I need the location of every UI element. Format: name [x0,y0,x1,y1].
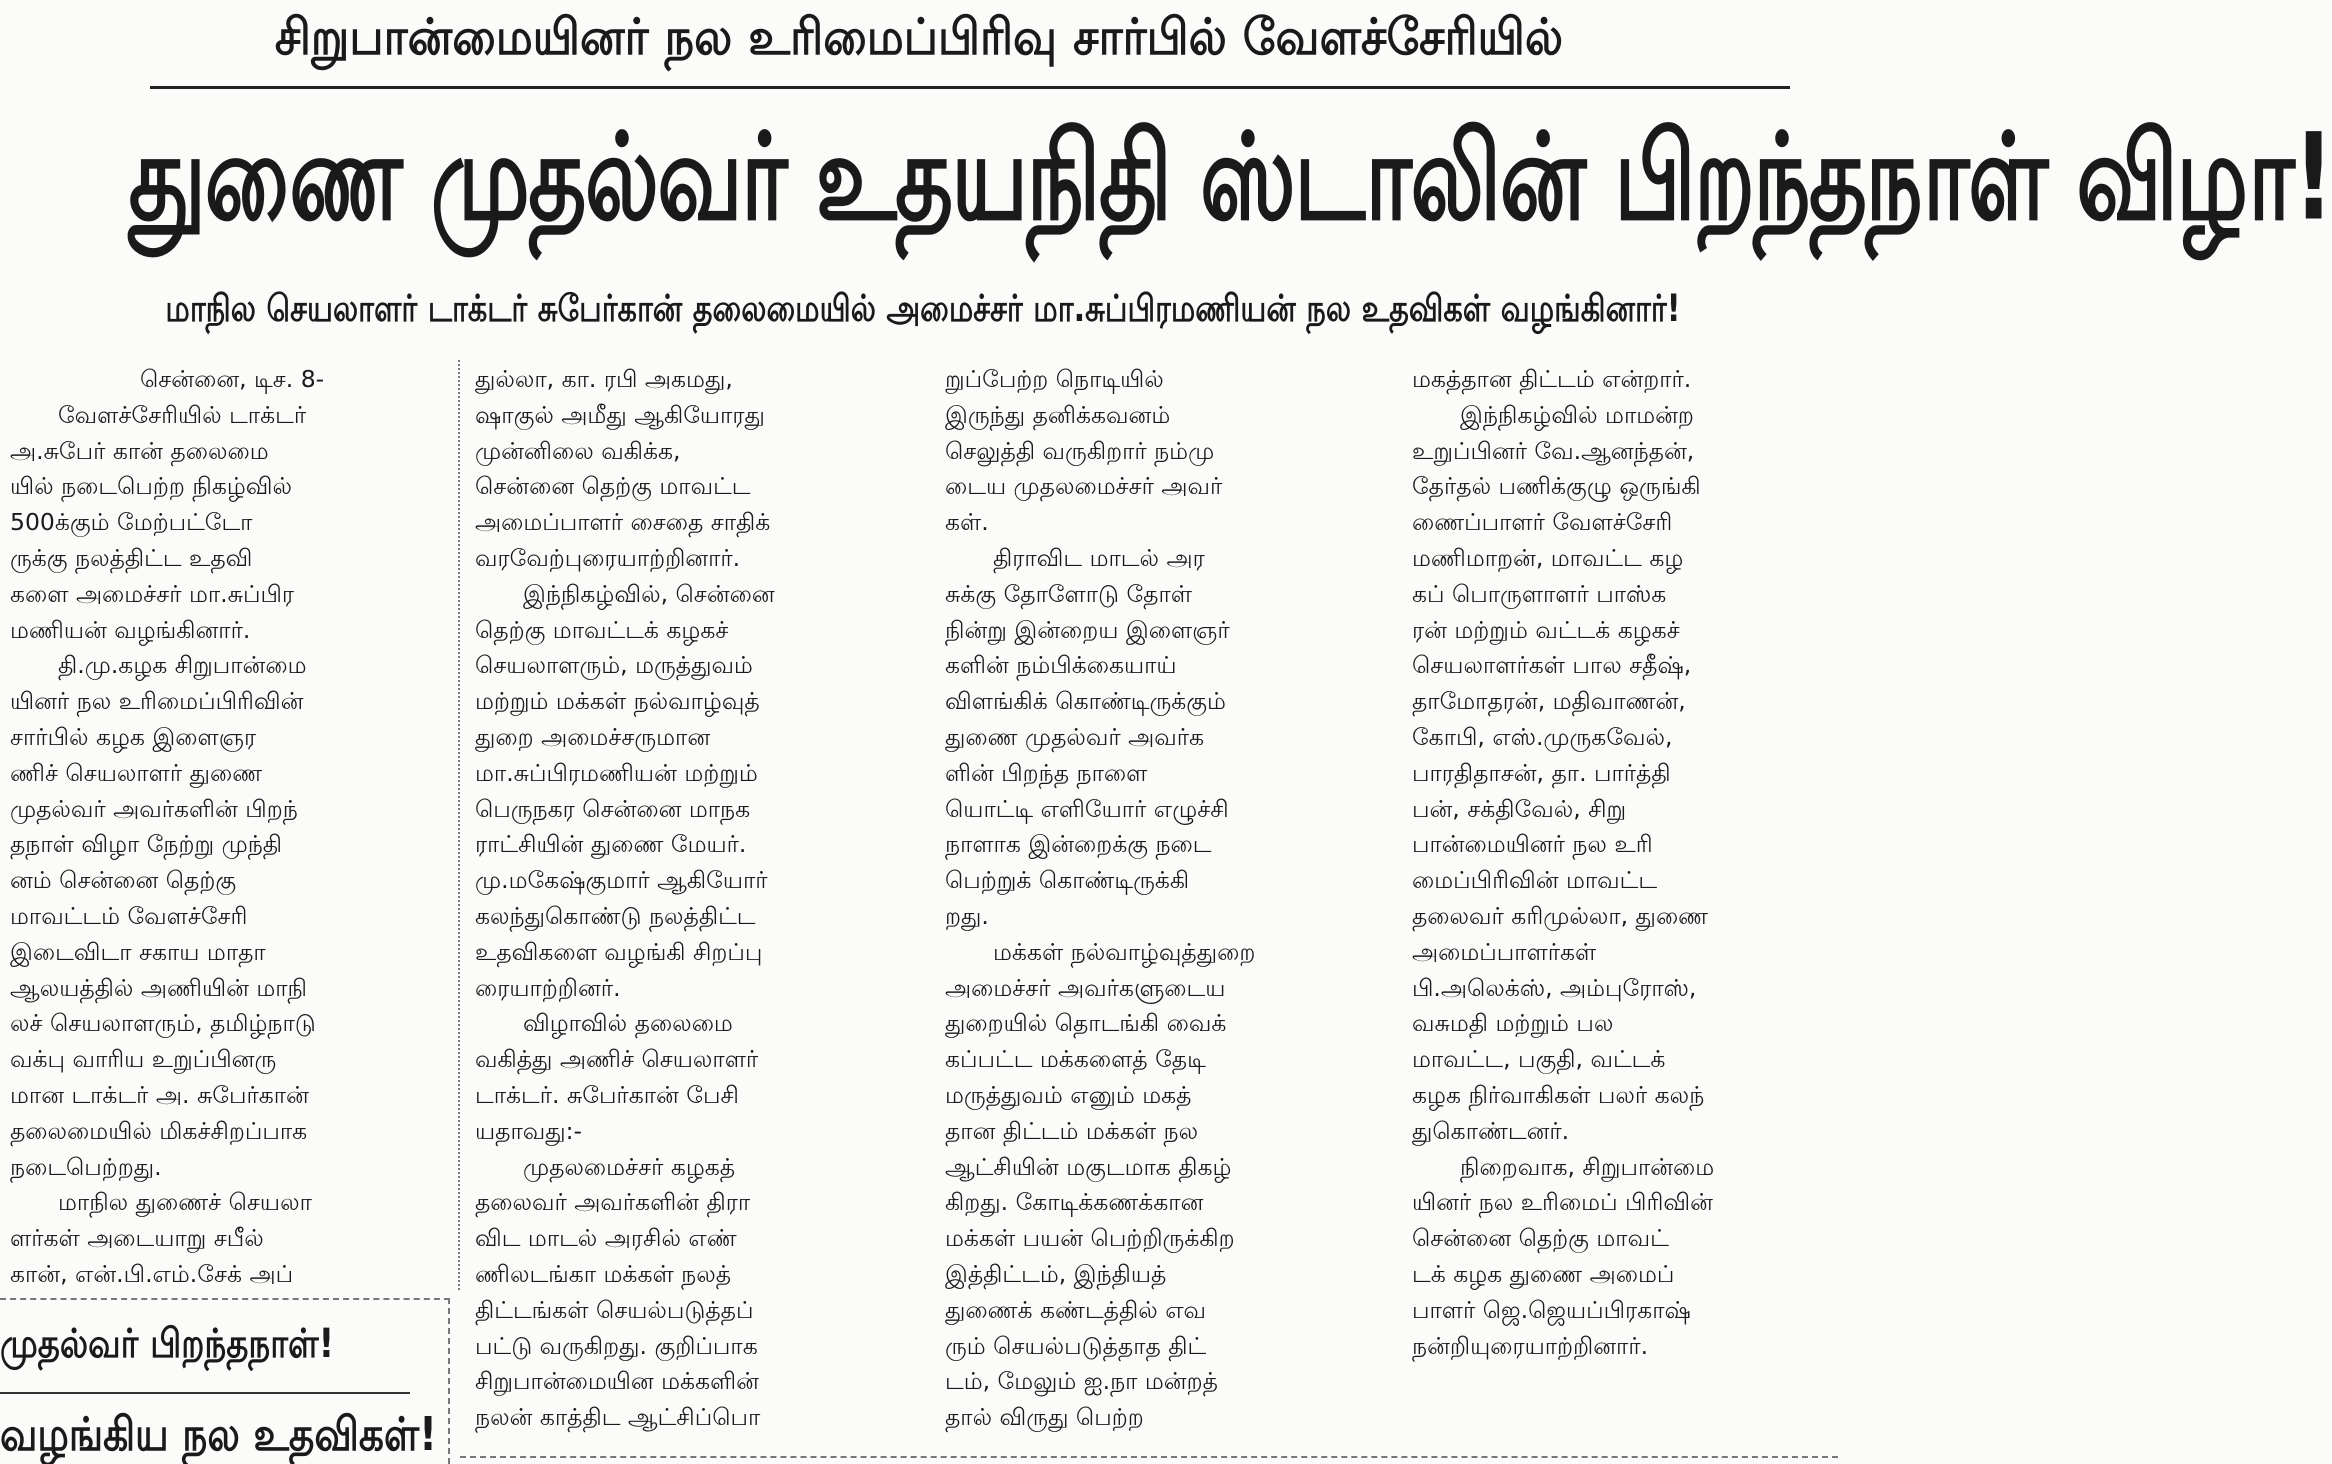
article-line: டாக்டர். சுபேர்கான் பேசி [475,1080,739,1109]
article-line: தநாள் விழா நேற்று முந்தி [10,830,283,859]
article-line: துறை அமைச்சருமான [475,722,711,751]
article-line: கழக நிர்வாகிகள் பலர் கலந் [1412,1080,1705,1109]
article-line: செயலாளர்கள் பால சதீஷ், [1412,651,1692,680]
article-line: பான்மையினர் நல உரி [1412,830,1653,859]
article-line: தலைமையில் மிகச்சிறப்பாக [10,1116,308,1145]
article-line: தலைவர் கரிமுல்லா, துணை [1412,901,1709,930]
article-line: னம் சென்னை தெற்கு [10,866,237,895]
article-line: வகித்து அணிச் செயலாளர் [475,1045,759,1074]
article-line: ணைப்பாளர் வேளச்சேரி [1412,508,1673,537]
article-line: ஷாகுல் அமீது ஆகியோரது [475,400,765,429]
article-line: திட்டங்கள் செயல்படுத்தப் [475,1295,754,1324]
article-line: பாளர் ஜெ.ஜெயப்பிரகாஷ் [1412,1295,1691,1324]
article-line: மணிமாறன், மாவட்ட கழ [1412,543,1684,572]
article-line: வேளச்சேரியில் டாக்டர் [58,400,307,429]
article-line: ரன் மற்றும் வட்டக் கழகச் [1412,615,1680,644]
article-line: ளின் பிறந்த நாளை [945,758,1148,787]
article-line: ஆலயத்தில் அணியின் மாநி [10,973,308,1002]
article-line: கப் பொருளாளர் பாஸ்க [1412,579,1667,608]
article-line: மற்றும் மக்கள் நல்வாழ்வுத் [475,687,760,716]
article-line: ளர்கள் அடையாறு சபீல் [10,1224,264,1253]
article-line: ணிலடங்கா மக்கள் நலத் [475,1259,732,1288]
article-line: இருந்து தனிக்கவனம் [945,400,1171,429]
article-line: சென்னை, டிச. 8- [140,365,325,393]
article-line: துல்லா, கா. ரபி அகமது, [475,365,733,393]
article-line: கான், என்.பி.எம்.சேக் அப் [10,1259,294,1288]
article-column-1 [10,362,442,1293]
article-line: சார்பில் கழக இளைஞர [10,722,257,751]
article-line: விளங்கிக் கொண்டிருக்கும் [945,687,1226,716]
article-line: உதவிகளை வழங்கி சிறப்பு [475,937,763,966]
article-line: கலந்துகொண்டு நலத்திட்ட [475,901,756,930]
article-line: 500க்கும் மேற்பட்டோ [10,508,253,537]
article-line: கிறது. கோடிக்கணக்கான [945,1188,1204,1217]
article-line: இடைவிடா சகாய மாதா [10,937,266,966]
bottom-divider [460,1456,1838,1458]
article-line: மருத்துவம் எனும் மகத் [945,1080,1192,1109]
article-line: சுக்கு தோளோடு தோள் [945,579,1192,608]
article-line: அமைப்பாளர்கள் [1412,937,1597,966]
article-line: மக்கள் பயன் பெற்றிருக்கிற [945,1224,1235,1253]
article-line: விட மாடல் அரசில் எண் [475,1224,737,1253]
article-line: முதல்வர் அவர்களின் பிறந் [10,794,298,823]
article-line: நடைபெற்றது. [10,1152,162,1181]
article-line: டைய முதலமைச்சர் அவர் [945,472,1223,501]
related-story-title: முதல்வர் பிறந்தநாள்! [0,1321,335,1367]
article-line: மாநில துணைச் செயலா [58,1188,312,1217]
article-line: வரவேற்புரையாற்றினார். [475,543,741,572]
article-line: களை அமைச்சர் மா.சுப்பிர [10,579,295,608]
article-line: தி.மு.கழக சிறுபான்மை [58,651,307,680]
article-line: யினர் நல உரிமைப்பிரிவின் [10,687,304,716]
article-line: செயலாளரும், மருத்துவம் [475,651,753,680]
article-line: பன், சக்திவேல், சிறு [1412,794,1627,823]
article-line: ருக்கு நலத்திட்ட உதவி [10,543,253,572]
article-line: மக்கள் நல்வாழ்வுத்துறை [993,937,1256,966]
article-line: நன்றியுரையாற்றினார். [1412,1331,1649,1360]
article-line: றது. [945,901,989,930]
article-line: துணைக் கண்டத்தில் எவ [945,1295,1207,1324]
related-story-subtitle: வழங்கிய நல உதவிகள்! [0,1407,438,1461]
article-line: லச் செயலாளரும், தமிழ்நாடு [10,1009,316,1038]
article-line: மா.சுப்பிரமணியன் மற்றும் [475,758,758,787]
article-line: டம், மேலும் ஐ.நா மன்றத் [945,1367,1218,1396]
article-column-4 [1412,362,1837,1364]
article-column-3 [945,362,1377,1436]
article-line: ரையாற்றினர். [475,973,621,1002]
article-line: உறுப்பினர் வே.ஆனந்தன், [1412,436,1695,465]
article-line: மகத்தான திட்டம் என்றார். [1412,365,1692,393]
article-line: நாளாக இன்றைக்கு நடை [945,830,1212,859]
article-line: மணியன் வழங்கினார். [10,615,251,644]
article-line: ணிச் செயலாளர் துணை [10,758,263,787]
article-line: சிறுபான்மையின மக்களின் [475,1367,759,1396]
article-line: சென்னை தெற்கு மாவட் [1412,1224,1669,1253]
article-line: இந்நிகழ்வில், சென்னை [523,579,775,608]
article-line: ஆட்சியின் மகுடமாக திகழ் [945,1152,1232,1181]
article-line: யில் நடைபெற்ற நிகழ்வில் [10,472,292,501]
article-line: துணை முதல்வர் அவர்க [945,722,1205,751]
article-line: பெற்றுக் கொண்டிருக்கி [945,866,1190,895]
sub-headline: மாநில செயலாளர் டாக்டர் சுபேர்கான் தலைமையில் அமைச்சர் மா.சுப்பிரமணியன் நல உதவிகள் வழங்கினார்! [165,287,1681,330]
article-line: சென்னை தெற்கு மாவட்ட [475,472,751,501]
article-line: கோபி, எஸ்.முருகவேல், [1412,722,1673,751]
kicker-rule [150,86,1790,89]
article-line: கள். [945,508,989,537]
article-line: யதாவது:- [475,1116,583,1145]
article-line: ராட்சியின் துணை மேயர். [475,830,747,859]
article-line: இந்நிகழ்வில் மாமன்ற [1460,400,1694,429]
article-line: திராவிட மாடல் அர [993,543,1205,572]
article-line: அ.சுபேர் கான் தலைமை [10,436,269,465]
article-line: மாவட்ட, பகுதி, வட்டக் [1412,1045,1666,1074]
article-line: ரும் செயல்படுத்தாத திட் [945,1331,1207,1360]
article-line: பாரதிதாசன், தா. பார்த்தி [1412,758,1671,787]
article-line: துறையில் தொடங்கி வைக் [945,1009,1227,1038]
article-line: மைப்பிரிவின் மாவட்ட [1412,866,1658,895]
article-line: தால் விருது பெற்ற [945,1403,1144,1432]
article-line: மான டாக்டர் அ. சுபேர்கான் [10,1080,309,1109]
article-line: றுப்பேற்ற நொடியில் [945,365,1164,393]
article-line: பட்டு வருகிறது. குறிப்பாக [475,1331,758,1360]
article-line: பெருநகர சென்னை மாநக [475,794,751,823]
article-line: யினர் நல உரிமைப் பிரிவின் [1412,1188,1713,1217]
column-divider [458,360,460,1290]
article-line: மு.மகேஷ்குமார் ஆகியோர் [475,866,768,895]
article-line: வசுமதி மற்றும் பல [1412,1009,1614,1038]
article-line: முன்னிலை வகிக்க, [475,436,681,465]
article-line: நின்று இன்றைய இளைஞர் [945,615,1230,644]
article-line: தேர்தல் பணிக்குழு ஒருங்கி [1412,472,1701,501]
article-line: தெற்கு மாவட்டக் கழகச் [475,615,729,644]
article-line: தாமோதரன், மதிவாணன், [1412,687,1686,716]
article-line: அமைப்பாளர் சைதை சாதிக் [475,508,771,537]
article-line: நலன் காத்திட ஆட்சிப்பொ [475,1403,761,1432]
article-line: தலைவர் அவர்களின் திரா [475,1188,751,1217]
main-headline: துணை முதல்வர் உதயநிதி ஸ்டாலின் பிறந்தநாள் விழா! [128,106,2332,248]
article-line: துகொண்டனர். [1412,1116,1570,1145]
article-line: களின் நம்பிக்கையாய் [945,651,1177,680]
article-line: தான திட்டம் மக்கள் நல [945,1116,1199,1145]
article-line: இத்திட்டம், இந்தியத் [945,1259,1167,1288]
article-line: வக்பு வாரிய உறுப்பினரு [10,1045,277,1074]
article-column-2 [475,362,907,1436]
article-line: அமைச்சர் அவர்களுடைய [945,973,1226,1002]
article-line: நிறைவாக, சிறுபான்மை [1460,1152,1715,1181]
article-line: மாவட்டம் வேளச்சேரி [10,901,248,930]
article-line: யொட்டி எளியோர் எழுச்சி [945,794,1229,823]
kicker-headline: சிறுபான்மையினர் நல உரிமைப்பிரிவு சார்பில் வேளச்சேரியில் [274,8,1564,66]
article-line: விழாவில் தலைமை [523,1009,733,1038]
article-line: டக் கழக துணை அமைப் [1412,1259,1675,1288]
related-story-rule [0,1392,410,1394]
article-line: செலுத்தி வருகிறார் நம்மு [945,436,1215,465]
article-line: கப்பட்ட மக்களைத் தேடி [945,1045,1206,1074]
article-line: பி.அலெக்ஸ், அம்புரோஸ், [1412,973,1697,1002]
article-line: முதலமைச்சர் கழகத் [523,1152,736,1181]
